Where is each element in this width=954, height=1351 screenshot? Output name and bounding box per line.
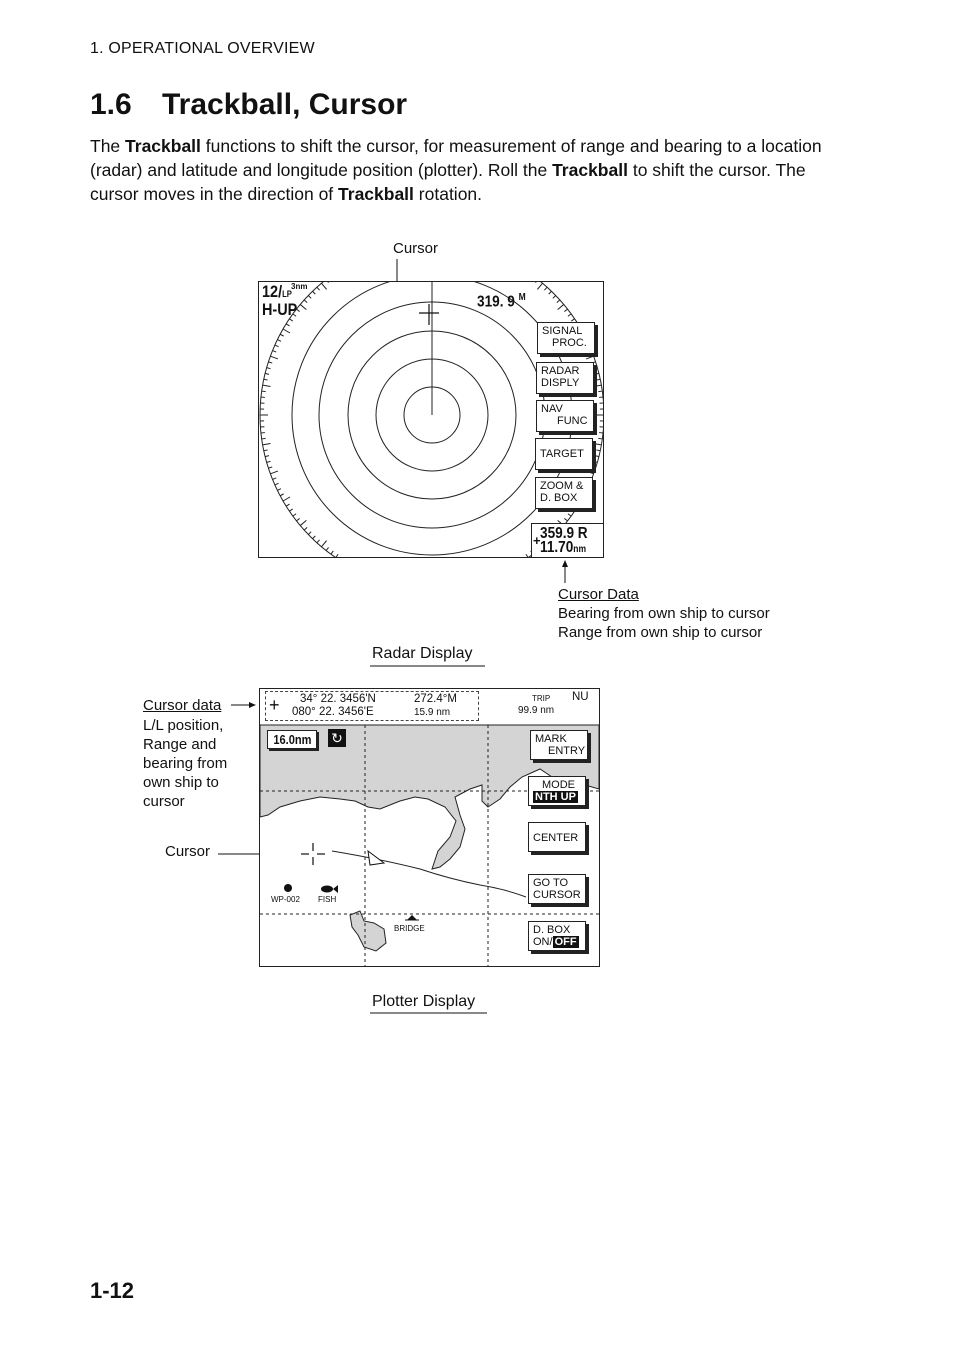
bearing-tick [277,489,281,491]
button-label: ON/ [533,936,553,948]
bearing-tick [273,478,277,479]
bearing-tick [595,373,599,374]
intro-bold: Trackball [338,184,414,204]
bearing-tick [264,450,268,451]
bearing-tick [317,287,320,290]
button-label: MARK [535,733,567,745]
bearing-tick [296,518,299,520]
bearing-tick [564,518,567,520]
bearing-tick [265,456,269,457]
island [350,911,386,951]
bearing-tick [564,309,567,311]
bearing-tick [267,461,271,462]
plotter-cursor-data-title: Cursor data [143,697,222,714]
bearing-tick [273,351,277,352]
desc-line: Range and [143,736,217,753]
bearing-tick [300,304,306,309]
desc-line: own ship to [143,774,219,791]
go-to-cursor-button[interactable] [528,874,586,904]
bearing-tick [586,356,594,359]
bearing-tick [304,300,307,303]
bearing-tick [535,282,537,283]
bearing-tick [326,547,328,550]
radar-caption: Radar Display [372,645,473,662]
bearing-tick [262,438,266,439]
bridge-icon [405,915,419,920]
section-number: 1.6 [90,88,132,121]
button-label: CURSOR [533,889,581,901]
fish-icon [321,885,338,893]
target-button[interactable] [535,438,593,470]
bearing-tick [265,373,269,374]
bearing-tick [594,443,602,444]
button-label: PROC. [552,337,587,349]
bearing-tick [263,385,271,386]
desc-line: L/L position, [143,717,224,734]
bearing-tick [549,291,552,294]
cursor-bearing: 272.4°M [414,693,457,705]
ring-interval: 3nm [291,282,308,291]
intro-text: functions to shift the cursor, for measurement of range and bearing to a location (radar) and latitude and longitude position (plotter). Roll the [90,136,822,180]
cursor-range-unit: nm [573,544,587,555]
signal-proc-button[interactable] [537,322,595,354]
bearing-tick [336,554,338,557]
button-label: MODE [542,779,575,791]
bearing-tick [280,494,284,496]
bearing-tick [308,296,311,299]
plotter-cursor-icon [301,843,325,865]
bearing-tick [558,304,564,309]
cursor-data-bearing-desc: Bearing from own ship to cursor [558,605,770,622]
bearing-tick [553,296,556,299]
cursor-range: 15.9 nm [414,707,451,718]
bearing-tick [568,314,571,316]
bearing-tick [537,283,542,289]
cursor-data-title: Cursor Data [558,586,639,603]
cursor-data-range-desc: Range from own ship to cursor [558,624,763,641]
button-label: GO TO [533,877,569,889]
intro-bold: Trackball [552,160,628,180]
bearing-tick [270,471,278,474]
cursor-latitude: 34° 22. 3456'N [300,693,376,705]
bearing-tick [264,379,268,380]
d-box-button[interactable] [528,921,586,951]
bearing-tick [571,509,574,511]
bearing-tick [270,356,278,359]
bearing-tick [308,532,311,535]
bearing-tick [313,291,316,294]
bearing-tick [321,541,326,547]
bearing-tick [557,300,560,303]
cursor-data-panel [265,691,479,721]
waypoint-icon [284,884,292,892]
intro-text: rotation. [413,184,483,204]
radar-display-button[interactable] [536,362,594,394]
trip-label: TRIP [532,694,551,703]
bearing-tick [283,497,290,501]
bearing-tick [596,379,600,380]
plotter-cursor-data-desc [143,716,227,811]
bearing-tick [593,368,597,369]
bearing-tick [313,536,316,539]
bearing-tick [331,551,333,554]
bearing-tick [280,334,284,336]
presentation-mode: H-UP [262,300,298,319]
button-label: NAV [541,403,563,415]
button-label: D. BOX [540,492,578,504]
intro-bold: Trackball [125,136,201,156]
section-title-text: Trackball, Cursor [162,88,408,121]
bearing-tick [595,456,599,457]
button-label: ENTRY [548,745,586,757]
mark-entry-button[interactable] [530,730,588,760]
bearing-tick [293,514,296,516]
bearing-tick [283,329,290,333]
center-button[interactable] [528,822,586,852]
bearing-tick [594,385,602,386]
cursor-icon: + [269,695,280,715]
track-line [332,851,526,897]
bearing-tick [568,514,571,516]
bearing-tick [300,520,306,525]
cursor-data-box [531,523,604,558]
range-value: 12/ [262,282,283,301]
plotter-range [267,730,317,749]
heading-readout [477,292,526,311]
own-ship-icon [368,851,384,865]
bearing-tick [596,450,600,451]
mode-value: NTH UP [535,791,576,803]
cursor-range [540,539,586,557]
bearing-tick [277,340,281,342]
bearing-tick [321,283,326,289]
bearing-tick [263,443,271,444]
button-label: CENTER [533,832,579,844]
dbox-state: OFF [554,936,577,948]
bearing-tick [571,319,574,321]
mode-icon: ↻ [328,729,346,747]
bearing-tick [593,461,597,462]
bearing-tick [526,554,528,557]
button-label: FUNC [557,415,588,427]
chapter-header: 1. OPERATIONAL OVERVIEW [90,40,315,57]
nav-func-button[interactable] [536,400,594,432]
intro-text: to shift the cursor. The cursor moves in the direction of [90,160,806,204]
page-number: 1-12 [90,1278,135,1303]
bearing-tick [268,467,272,468]
radar-cursor-label: Cursor [393,240,439,257]
bearing-tick [598,391,602,392]
button-label: DISPLY [541,377,580,389]
bearing-tick [275,483,279,485]
waypoint-label: WP-002 [271,895,300,904]
mode-button[interactable] [528,776,586,806]
bearing-tick [544,287,547,290]
fish-label: FISH [318,895,337,904]
button-label: RADAR [541,365,580,377]
button-label: D. BOX [533,924,571,936]
radar-display [258,281,604,558]
cursor-symbol: + [533,533,541,548]
bearing-tick [286,324,289,326]
desc-line: cursor [143,793,185,810]
orientation-label: NU [572,691,589,703]
range-pulse: LP [282,289,292,299]
bearing-tick [304,527,307,530]
plotter-range-value: 16.0nm [272,732,312,747]
heading-value: 319. 9 [477,293,515,311]
cursor-bearing: 359.9 R [540,525,588,542]
plotter-display [259,688,600,967]
button-label: SIGNAL [542,325,583,337]
bearing-tick [275,345,279,347]
bearing-tick [267,368,271,369]
cursor-range-value: 11.70 [540,539,574,556]
heading-unit: M [518,292,526,303]
bearing-tick [586,471,594,474]
plotter-caption: Plotter Display [372,993,476,1010]
button-label: TARGET [540,448,584,460]
radar-cursor-icon [419,304,439,325]
bearing-tick [289,509,292,511]
bearing-tick [262,391,266,392]
zoom-dbox-button[interactable] [535,477,593,509]
plotter-cursor-label: Cursor [165,843,211,860]
bearing-tick [268,362,272,363]
intro-text: The [90,136,126,156]
bearing-tick [326,282,328,283]
bearing-tick [598,438,602,439]
button-label: ZOOM & [540,480,584,492]
trip-value: 99.9 nm [518,705,555,716]
bearing-tick [317,540,320,543]
desc-line: bearing from [143,755,228,772]
bearing-tick [286,504,289,506]
cursor-longitude: 080° 22. 3456'E [292,706,374,718]
bridge-label: BRIDGE [394,924,425,933]
